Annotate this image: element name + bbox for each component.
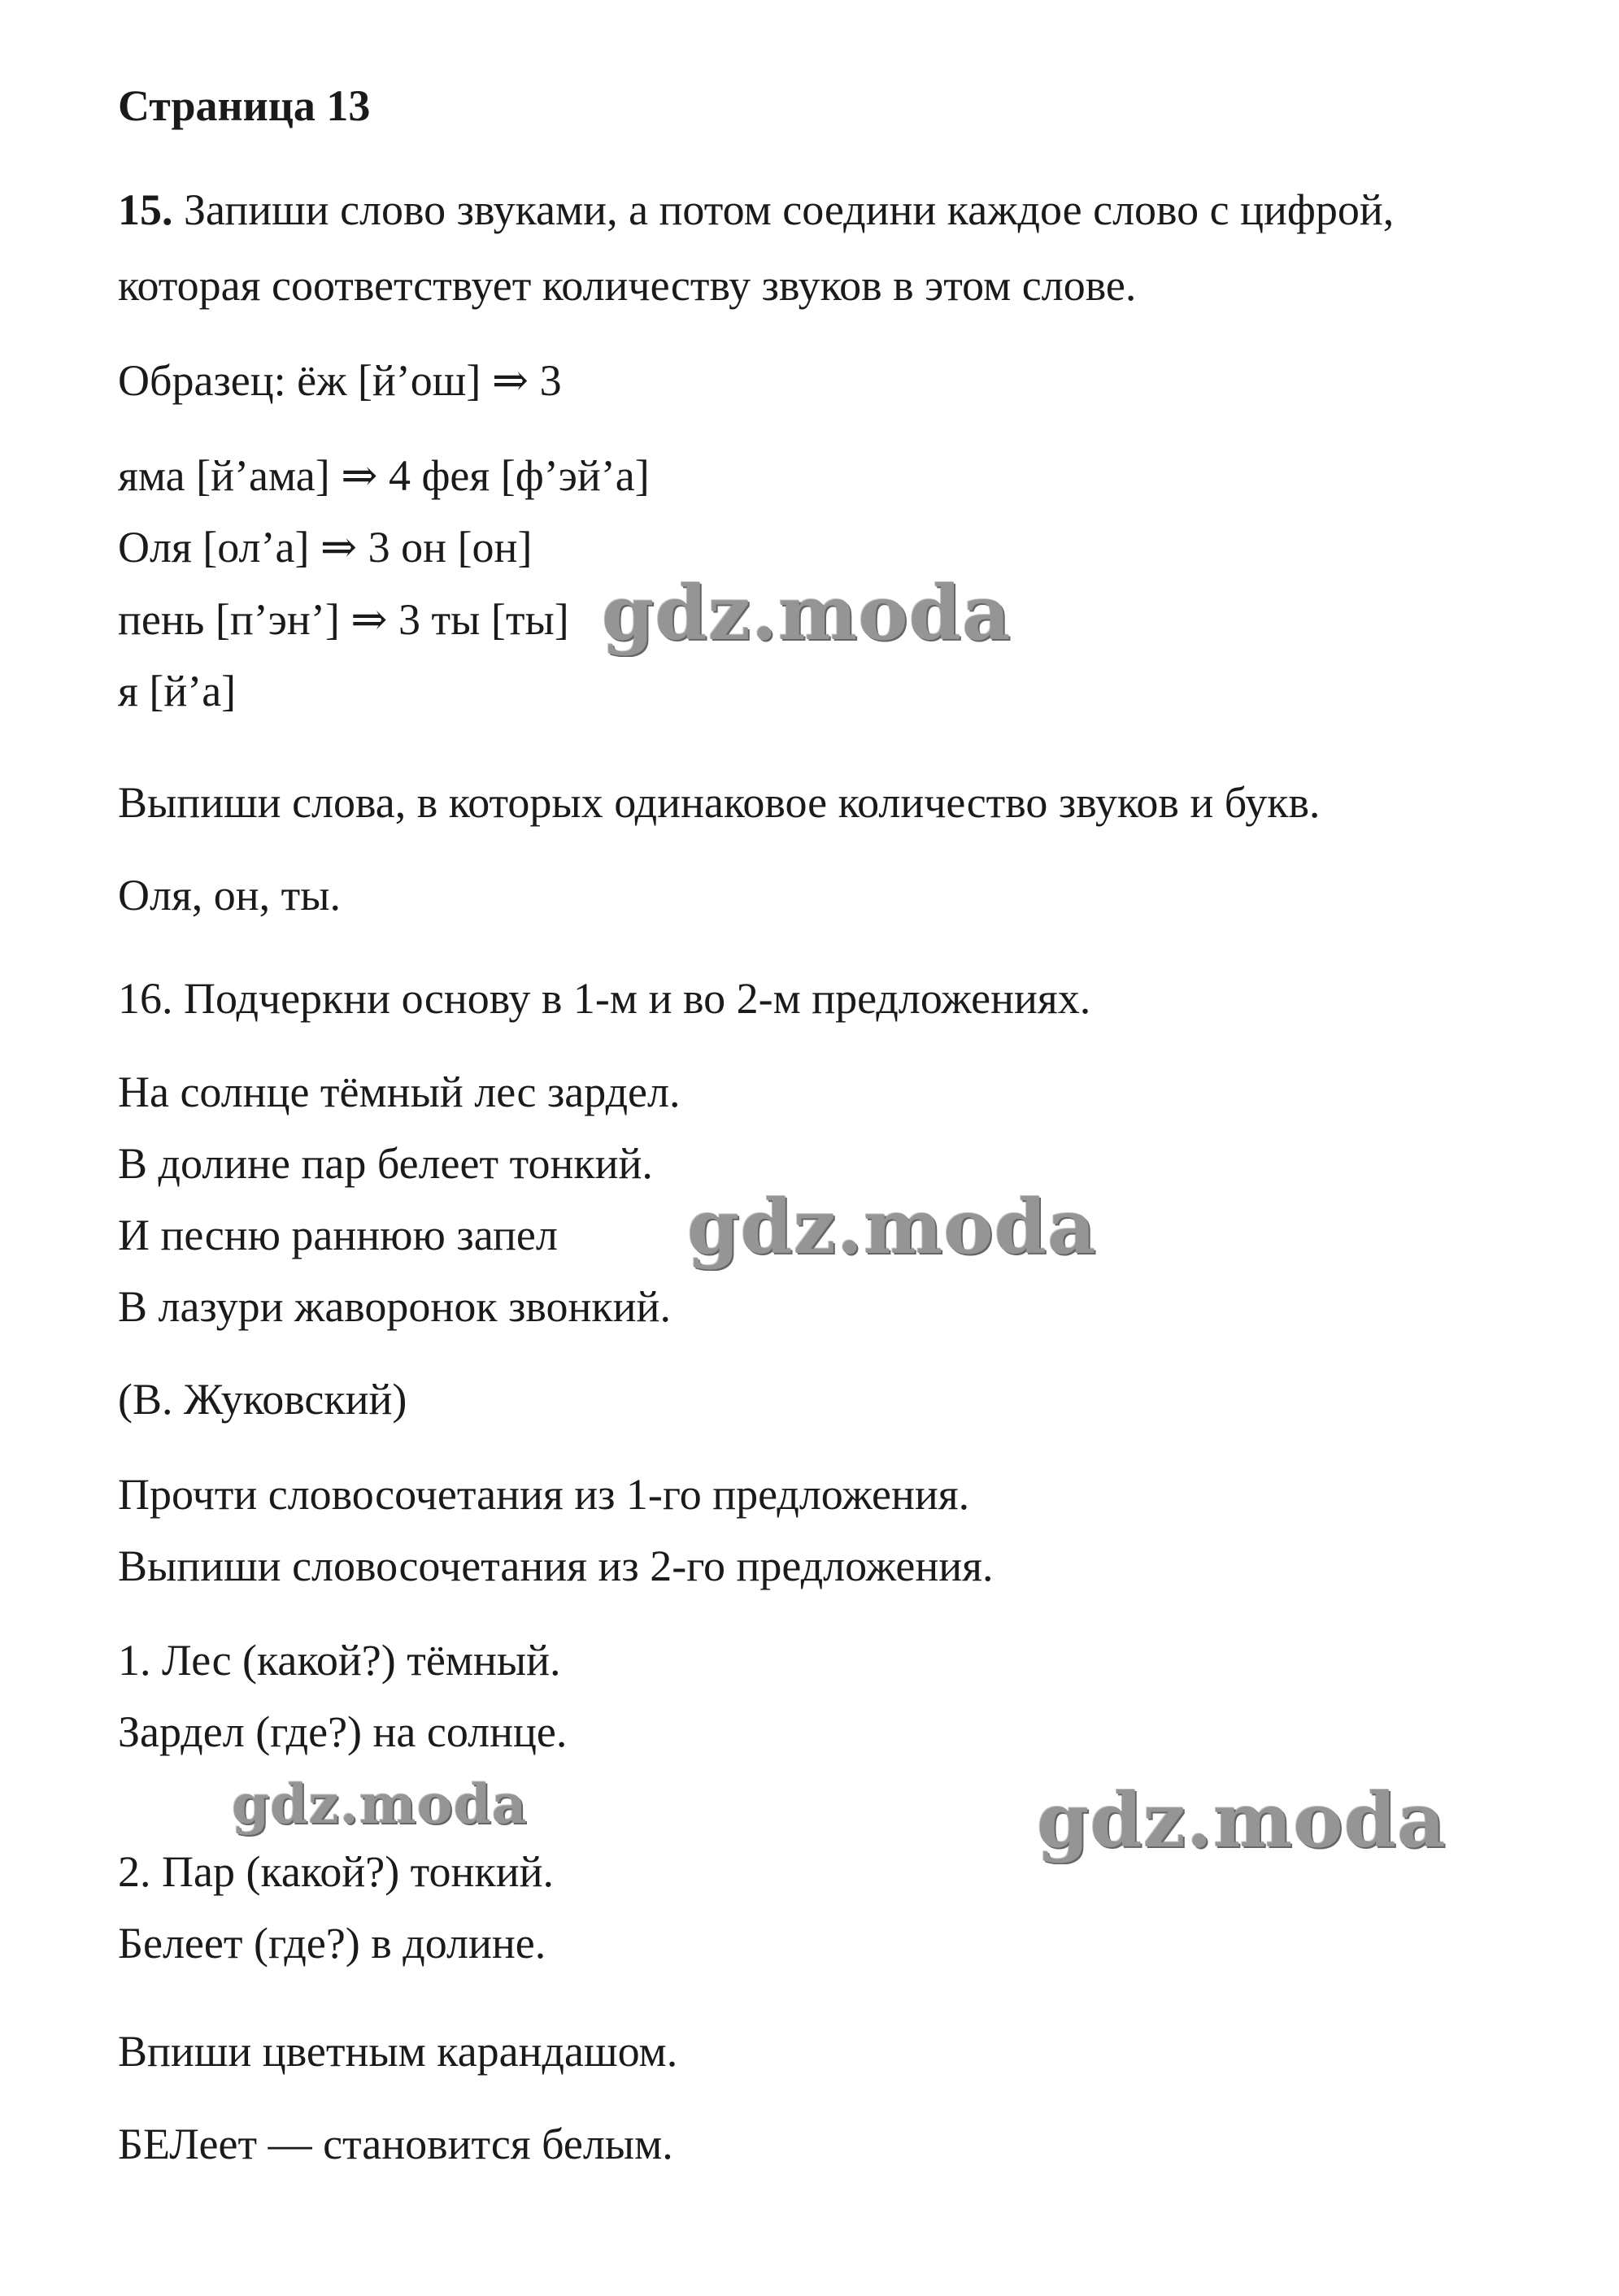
task15-answer-3: пень [п’эн’] ⇒ 3 ты [ты] [118, 595, 569, 644]
watermark-4: gdz.moda [1037, 1776, 1447, 1864]
color-instruction: Впиши цветным карандашом. [118, 2027, 678, 2076]
phrases2-line2: Белеет (где?) в долине. [118, 1919, 546, 1968]
poem-line-2: В долине пар белеет тонкий. [118, 1139, 653, 1188]
poem-line-1: На солнце тёмный лес зардел. [118, 1068, 681, 1116]
phrases1-line1: 1. Лес (какой?) тёмный. [118, 1636, 561, 1685]
task15-instruction-line2: которая соответствует количеству звуков в этом слове. [118, 261, 1137, 310]
task16-question-line1: Прочти словосочетания из 1-го предложения. [118, 1470, 970, 1519]
task16-question-line2: Выпиши словосочетания из 2-го предложения. [118, 1542, 994, 1590]
task15-answer-2: Оля [ол’а] ⇒ 3 он [он] [118, 523, 533, 572]
poem-line-4: В лазури жаворонок звонкий. [118, 1282, 671, 1331]
task15-instruction-text: Запиши слово звуками, а потом соедини каждое слово с цифрой, [172, 185, 1395, 234]
task15-number: 15. [118, 185, 173, 234]
watermark-1: gdz.moda [602, 569, 1012, 657]
color-answer: БЕЛеет — становится белым. [118, 2120, 673, 2168]
task15-answer-4: я [й’а] [118, 667, 237, 715]
poem-line-3: И песню раннюю запел [118, 1211, 558, 1259]
task15-question2: Выпиши слова, в которых одинаковое количество звуков и букв. [118, 778, 1321, 827]
page-title: Страница 13 [118, 81, 371, 130]
phrases1-line2: Зардел (где?) на солнце. [118, 1707, 568, 1756]
poem-author: (В. Жуковский) [118, 1375, 407, 1424]
task15-answer-1: яма [й’ама] ⇒ 4 фея [ф’эй’а] [118, 451, 650, 500]
watermark-3: gdz.moda [232, 1772, 528, 1836]
task15-sample: Образец: ёж [й’ош] ⇒ 3 [118, 356, 562, 405]
phrases2-line1: 2. Пар (какой?) тонкий. [118, 1847, 554, 1896]
task15-answer2: Оля, он, ты. [118, 871, 342, 920]
task16-instruction: 16. Подчеркни основу в 1-м и во 2-м предложениях. [118, 974, 1091, 1023]
task15-instruction-line1 [118, 184, 1394, 236]
watermark-2: gdz.moda [687, 1183, 1097, 1271]
